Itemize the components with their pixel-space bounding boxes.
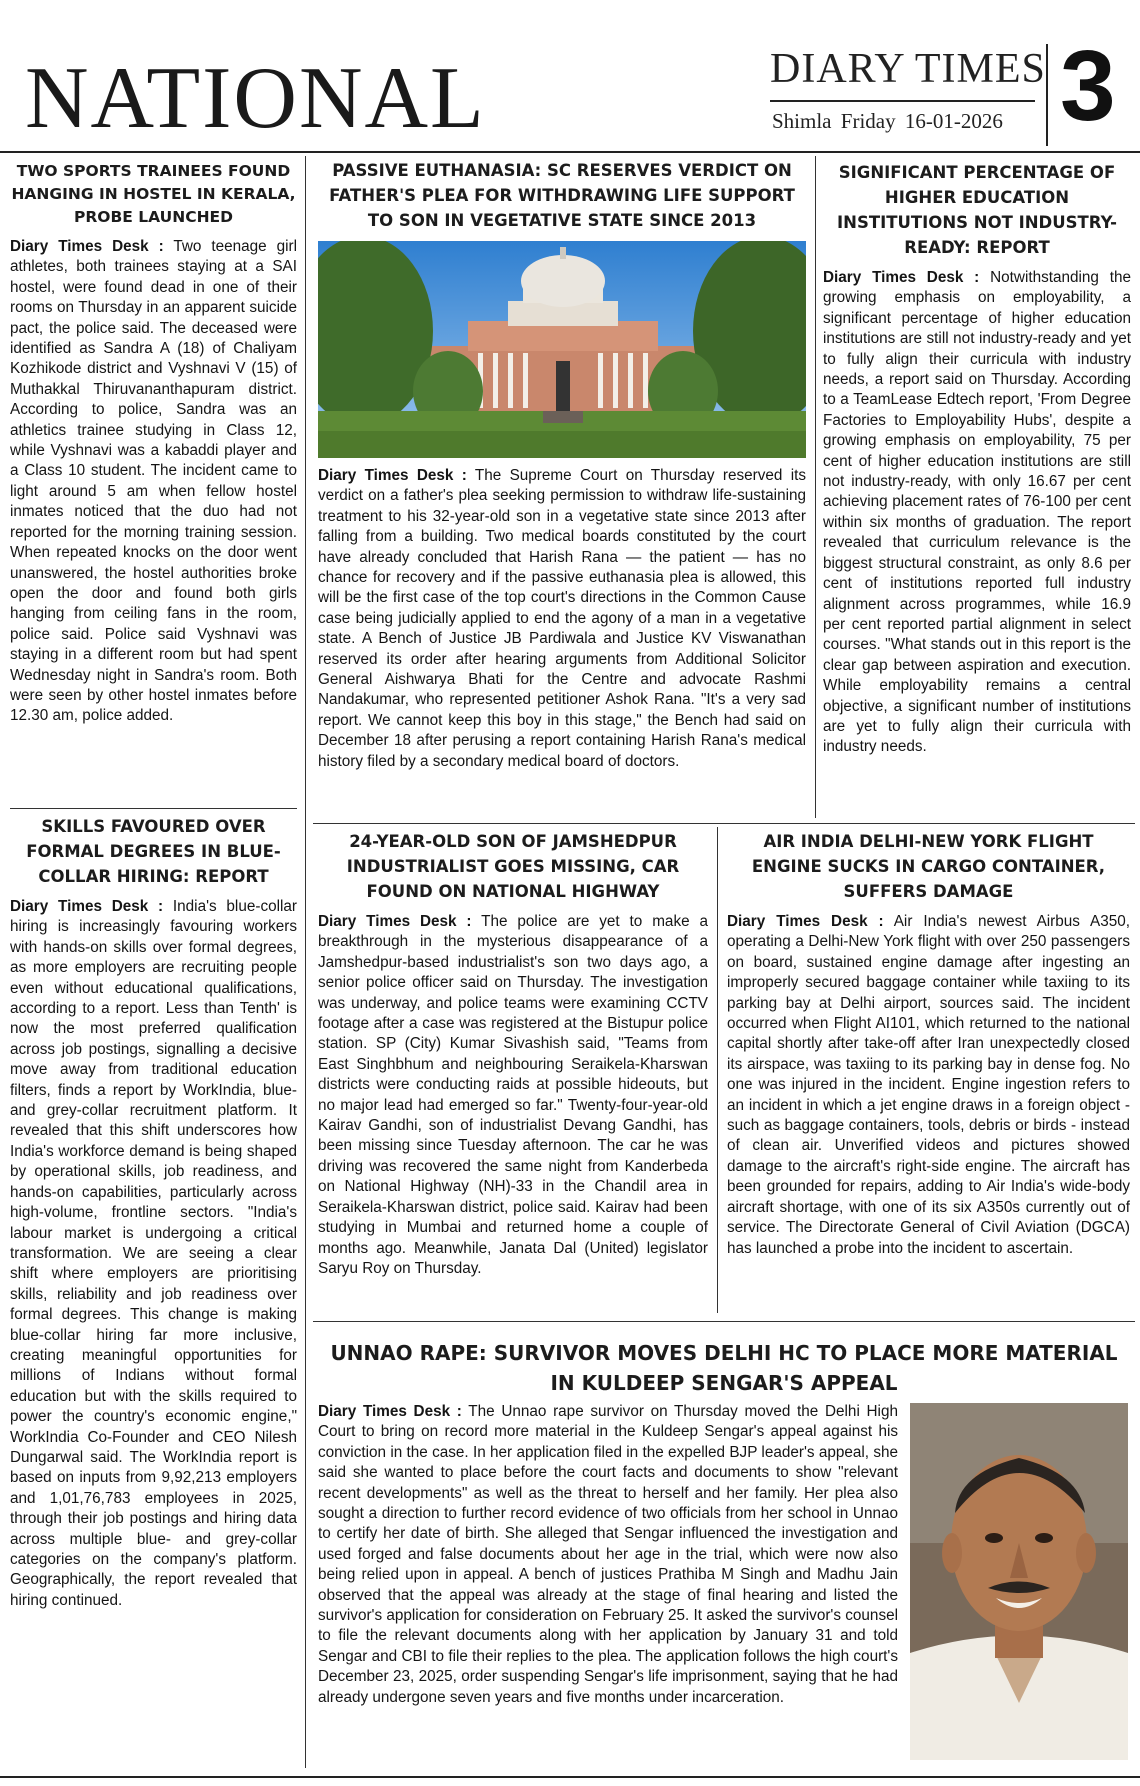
article-unnao bbox=[318, 1402, 898, 1770]
article-euthanasia bbox=[318, 158, 806, 818]
article-body bbox=[10, 897, 297, 1611]
article-text: Notwithstanding the growing emphasis on employability, a significant percentage of higher education institutions are still not industry-ready and yet to fully align their curricula with industry needs, a report said on Thursday. According to a TeamLease Edtech report, 'From Degree Factories to Employability Hubs', despite a growing emphasis on employability, 75 per cent of higher education institutions are still not industry-ready, with only 16.67 per cent achieving placement rates of 76-100 per cent within six months of graduation. The report revealed that curriculum relevance is the biggest structural constraint, as only 8.6 per cent of institutions reported full industry alignment across programmes, while 16.9 per cent reported partial alignment in select courses. "What stands out in this report is the clear gap between aspiration and execution. While employability remains a central objective, a significant number of institutions are yet to fully align their curricula with industry needs. bbox=[823, 269, 1131, 756]
portrait-photo bbox=[910, 1403, 1128, 1760]
article-body bbox=[823, 268, 1131, 758]
desk-label: Diary Times Desk : bbox=[10, 898, 164, 915]
article-text: Air India's newest Airbus A350, operating a Delhi-New York flight with over 250 passengers on board, sustained engine damage after ingesting an improperly secured baggage container while taxiing to its parking bay at Delhi airport, sources said. The incident occurred when Flight AI101, which returned to the national capital shortly after take-off after Iran unexpectedly closed its airspace, was taxiing to its parking bay in dense fog. No one was injured in the incident. Engine ingestion refers to an incident in which a jet engine draws in a foreign object - such as baggage containers, tools, debris or birds - instead of clean air. Unverified videos and pictures showed damage to the aircraft's right-side engine. The aircraft has been grounded for repairs, adding to Air India's wide-body aircraft shortage, with one of its six A350s currently out of service. The Directorate General of Civil Aviation (DGCA) has launched a probe into the incident to ascertain. bbox=[727, 913, 1130, 1257]
article-text: The Unnao rape survivor on Thursday moved the Delhi High Court to bring on record more material in the Kuldeep Sengar's appeal against his conviction in the case. In her application filed in the expelled BJP leader's appeal, she said she wanted to place before the court facts and documents to show "relevant recent developments" as well as the threat to herself and her family. Her plea also sought a direction to further record evidence of two officials from her school in Unnao to certify her date of birth. She alleged that Sengar influenced the investigation and used forged and false documents about her age in the trial, which were now also being relied upon in appeal. A bench of justices Prathiba M Singh and Madhu Jain observed that the appeal was already at the stage of final hearing and listed the survivor's application for consideration on February 25. It asked the survivor's counsel to file the relevant documents along with her application by January 31 and told Sengar and CBI to file their replies to the plea. The application follows the high court's December 23, 2025, order suspending Sengar's life imprisonment, saying that he had already undergone seven years and five months under incarceration. bbox=[318, 1403, 898, 1706]
article-headline: AIR INDIA DELHI-NEW YORK FLIGHT ENGINE SUCKS IN CARGO CONTAINER, SUFFERS DAMAGE bbox=[751, 832, 1106, 901]
supreme-court-building-icon bbox=[318, 241, 806, 458]
masthead-rule bbox=[770, 100, 1035, 102]
dateline bbox=[772, 109, 1003, 134]
supreme-court-photo bbox=[318, 241, 806, 458]
article-text: The police are yet to make a breakthrough in the mysterious disappearance of a Jamshedpur-based industrialist's son two days ago, a senior police officer said on Thursday. The investigation was underway, and police teams were examining CCTV footage after a case was registered at the Bistupur police station. SP (City) Kumar Sivashish said, "Teams from East Singhbhum and neighbouring Seraikela-Kharswan districts were conducting raids at possible hideouts, but no major lead had emerged so far." Twenty-four-year-old Kairav Gandhi, son of industrialist Devang Gandhi, has been missing since Tuesday afternoon. The car he was driving was recovered the same night from Kanderbeda on National Highway (NH)-33 in the Chandil area in Seraikela-Kharswan district, police said. Kairav had been studying in Mumbai and returned home a couple of months ago. Meanwhile, Janata Dal (United) legislator Saryu Roy on Thursday. bbox=[318, 913, 708, 1277]
article-headline: TWO SPORTS TRAINEES FOUND HANGING IN HOSTEL IN KERALA, PROBE LAUNCHED bbox=[11, 162, 296, 226]
article-skills bbox=[10, 814, 297, 1769]
column-rule-middle bbox=[717, 827, 718, 1313]
desk-label: Diary Times Desk : bbox=[10, 238, 164, 255]
article-text: The Supreme Court on Thursday reserved its verdict on a father's plea seeking permission to withdraw life-sustaining treatment to his 32-year-old son in a vegetative state since 2013 after falling from a building. Two medical boards constituted by the court have already concluded that Harish Rana — the patient — has no chance for recovery and if the passive euthanasia plea is allowed, this will be the first case of the top court's directions in the Common Cause case being judicially applied to end the agony of a man in a vegetative state. A Bench of Justice JB Pardiwala and Justice KV Viswanathan reserved its order after hearing arguments from Additional Solicitor General Aishwarya Bhati for the Centre and advocate Rashmi Nandakumar, who represented petitioner Ashok Rana. "It's a very sad report. We cannot keep this boy in this stage," the Bench had said on December 18 after perusing a report containing Harish Rana's medical history filed by a secondary medical board of doctors. bbox=[318, 467, 806, 770]
desk-label: Diary Times Desk : bbox=[318, 1403, 462, 1420]
article-body bbox=[727, 912, 1130, 1259]
section-title: NATIONAL bbox=[25, 50, 486, 147]
header-rule bbox=[0, 151, 1140, 153]
footer-rule bbox=[0, 1776, 1140, 1778]
desk-label: Diary Times Desk : bbox=[318, 467, 467, 484]
row-separator-1 bbox=[313, 823, 1135, 824]
masthead-divider bbox=[1046, 44, 1048, 146]
article-body bbox=[318, 912, 708, 1279]
column-rule-left bbox=[305, 156, 306, 1768]
page-number: 3 bbox=[1060, 30, 1116, 142]
article-text: India's blue-collar hiring is increasingly favouring workers with hands-on skills over formal degrees, as more employers are recruiting people even without educational qualifications, according to a report. Less than Tenth' is now the most preferred qualification across job postings, signalling a decisive move away from traditional education filters, finds a report by WorkIndia, blue- and grey-collar recruitment platform. It revealed that this shift underscores how India's workforce demand is being shaped by operational skills, job readiness, and hands-on capabilities, particularly across high-volume, frontline sectors. "India's labour market is undergoing a critical transformation. We are seeing a clear shift where employers are prioritising skills, reliability and job readiness over formal degrees. This change is making blue-collar hiring far more inclusive, creating meaningful opportunities for millions of Indians without formal education but with the skills required to power the country's economic engine," WorkIndia Co-Founder and CEO Nilesh Dungarwal said. The WorkIndia report is based on inputs from 9,92,213 employers and 1,01,76,783 employees in 2025, through their job postings and hiring data across multiple blue- and grey-collar categories on the company's platform. Geographically, the report revealed that hiring continued. bbox=[10, 898, 297, 1609]
desk-label: Diary Times Desk : bbox=[823, 269, 980, 286]
desk-label: Diary Times Desk : bbox=[727, 913, 884, 930]
left-article-separator bbox=[10, 808, 297, 809]
article-airindia bbox=[727, 829, 1130, 1317]
masthead: DIARY TIMES bbox=[770, 46, 1046, 92]
article-kerala bbox=[10, 160, 297, 805]
article-body bbox=[318, 466, 806, 772]
person-icon bbox=[910, 1403, 1128, 1760]
article-headline: 24-YEAR-OLD SON OF JAMSHEDPUR INDUSTRIALIST GOES MISSING, CAR FOUND ON NATIONAL HIGHWAY bbox=[346, 832, 680, 901]
dateline-day: Friday bbox=[840, 109, 896, 133]
article-headline: UNNAO RAPE: SURVIVOR MOVES DELHI HC TO PLACE MORE MATERIAL IN KULDEEP SENGAR'S APPEAL bbox=[330, 1341, 1118, 1395]
article-jamshedpur bbox=[318, 829, 708, 1317]
desk-label: Diary Times Desk : bbox=[318, 913, 472, 930]
row-separator-2 bbox=[313, 1321, 1135, 1322]
article-headline: SKILLS FAVOURED OVER FORMAL DEGREES IN BLUE-COLLAR HIRING: REPORT bbox=[26, 817, 281, 886]
article-headline: PASSIVE EUTHANASIA: SC RESERVES VERDICT ON FATHER'S PLEA FOR WITHDRAWING LIFE SUPPORT TO SON IN VEGETATIVE STATE SINCE 2013 bbox=[329, 161, 795, 230]
article-headline: SIGNIFICANT PERCENTAGE OF HIGHER EDUCATION INSTITUTIONS NOT INDUSTRY-READY: REPORT bbox=[837, 163, 1117, 257]
article-education bbox=[823, 160, 1131, 818]
dateline-date: 16-01-2026 bbox=[904, 109, 1003, 133]
article-body bbox=[10, 237, 297, 727]
article-body bbox=[318, 1402, 898, 1708]
article-text: Two teenage girl athletes, both trainees staying at a SAI hostel, were found dead in one of their rooms on Thursday in an apparent suicide pact, the police said. The deceased were identified as Sandra A (18) of Chaliyam Kozhikode district and Vyshnavi V (15) of Muthakkal Thiruvananthapuram district. According to police, Sandra was an athletics trainee studying in Class 12, while Vyshnavi was a kabaddi player and a Class 10 student. The incident came to light around 5 am when fellow hostel inmates noticed that the duo had not reported for the morning training session. When repeated knocks on the door went unanswered, the hostel authorities broke open the door and found both girls hanging from ceiling fans in the room, police said. Police said Vyshnavi was staying in a different room but had spent Wednesday night in Sandra's room. Both were seen by other hostel inmates before 12.30 am, police added. bbox=[10, 238, 297, 725]
column-rule-right-top bbox=[815, 156, 816, 818]
dateline-city: Shimla bbox=[772, 109, 832, 133]
